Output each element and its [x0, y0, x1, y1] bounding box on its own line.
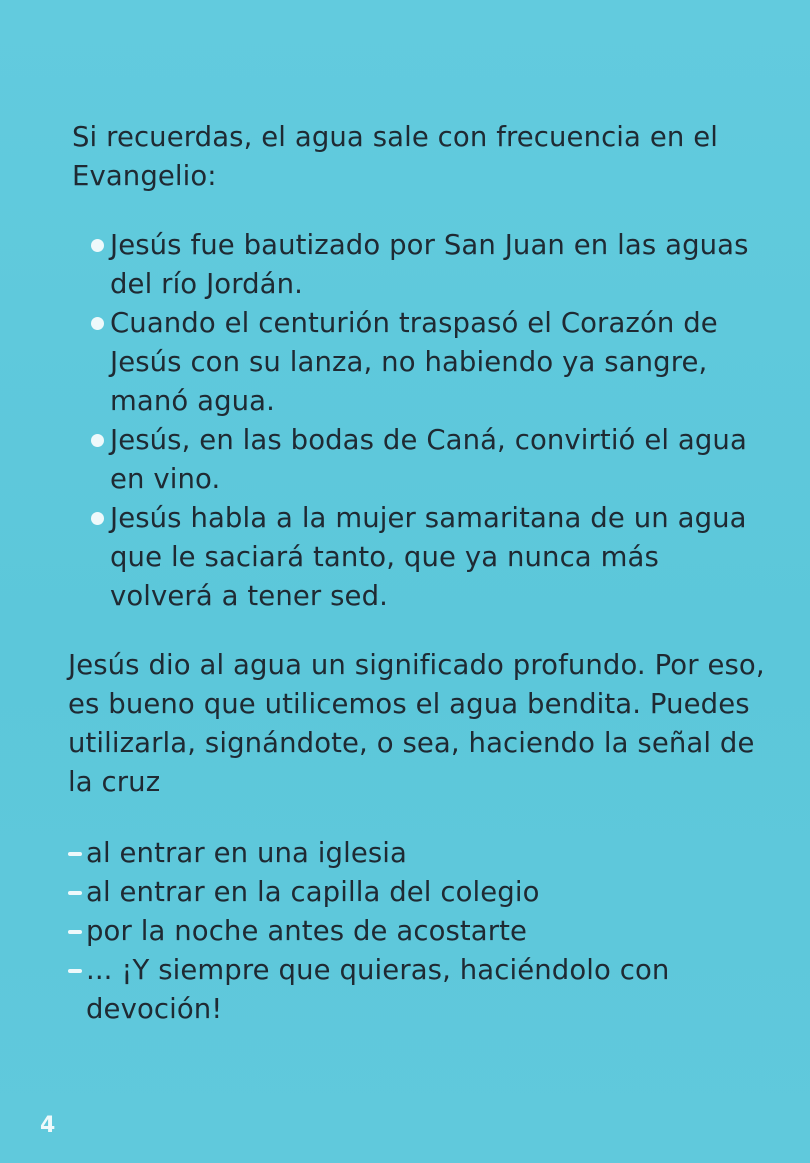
- list-item-text: Jesús, en las bodas de Caná, convirtió el agua en vino.: [110, 424, 747, 495]
- dash-icon: [68, 891, 82, 895]
- list-item-text: por la noche antes de acostarte: [86, 915, 528, 947]
- holy-water-paragraph: Jesús dio al agua un significado profundo. Por eso, es bueno que utilicemos el agua bendita. Puedes utilizarla, signándote, o sea, haciendo la señal de la cruz: [68, 649, 765, 798]
- bullet-icon: [91, 512, 104, 525]
- list-item: [68, 834, 768, 873]
- list-item-text: Jesús habla a la mujer samaritana de un agua que le saciará tanto, que ya nunca más volverá a tener sed.: [110, 502, 747, 612]
- list-item: [90, 304, 750, 421]
- gospel-water-list: [90, 226, 750, 616]
- list-item: [68, 912, 768, 951]
- bullet-icon: [91, 434, 104, 447]
- page-number: 4: [40, 1113, 56, 1138]
- list-item-text: Cuando el centurión traspasó el Corazón de Jesús con su lanza, no habiendo ya sangre, manó agua.: [110, 307, 718, 417]
- list-item-text: al entrar en una iglesia: [86, 837, 407, 869]
- bullet-icon: [91, 239, 104, 252]
- list-item-text: al entrar en la capilla del colegio: [86, 876, 540, 908]
- list-item: [90, 499, 750, 616]
- intro-text: Si recuerdas, el agua sale con frecuencia en el Evangelio:: [72, 121, 718, 192]
- list-item-text: ... ¡Y siempre que quieras, haciéndolo con devoción!: [86, 954, 670, 1025]
- bullet-icon: [91, 317, 104, 330]
- list-item: [90, 421, 750, 499]
- list-item: [68, 951, 768, 1029]
- dash-icon: [68, 969, 82, 973]
- occasions-list: [68, 834, 768, 1029]
- list-item: [68, 873, 768, 912]
- list-item-text: Jesús fue bautizado por San Juan en las aguas del río Jordán.: [110, 229, 749, 300]
- list-item: [90, 226, 750, 304]
- dash-icon: [68, 852, 82, 856]
- dash-icon: [68, 930, 82, 934]
